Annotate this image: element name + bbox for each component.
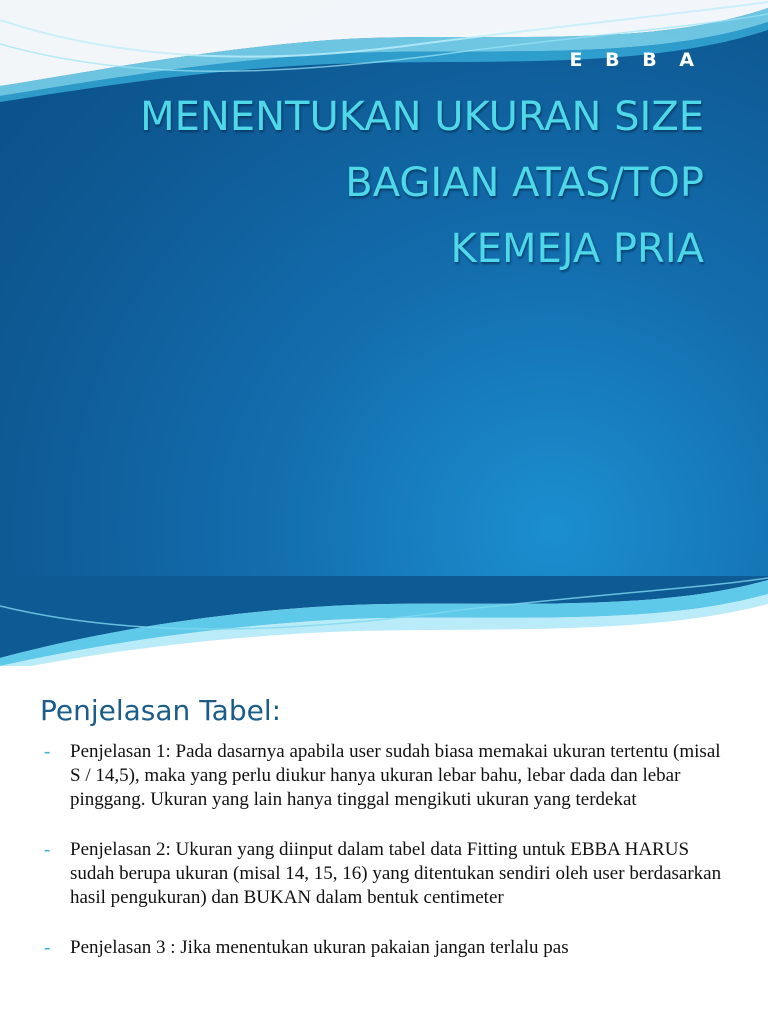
bullet-text: Penjelasan 2: Ukuran yang diinput dalam tabel data Fitting untuk EBBA HARUS sudah berupa ukuran (misal 14, 15, 16) yang ditentukan sendiri oleh user berdasarkan hasil pengukuran) dan BUKAN dalam bentuk centimeter xyxy=(70,839,722,908)
slide-title xyxy=(24,84,704,282)
list-item xyxy=(44,838,734,910)
wave-decoration xyxy=(0,576,768,666)
subtitle: E B B A xyxy=(569,49,702,71)
bullet-marker: - xyxy=(44,741,51,762)
content-slide xyxy=(0,576,768,1024)
slide-heading: Penjelasan Tabel: xyxy=(40,694,282,727)
bullet-marker: - xyxy=(44,937,51,958)
list-item xyxy=(44,740,734,812)
bullet-text: Penjelasan 1: Pada dasarnya apabila user sudah biasa memakai ukuran tertentu (misal S / 14,5), maka yang perlu diukur hanya ukuran lebar bahu, lebar dada dan lebar pinggang. Ukuran yang lain hanya tinggal mengikuti ukuran yang terdekat xyxy=(70,741,721,810)
bullet-text: Penjelasan 3 : Jika menentukan ukuran pakaian jangan terlalu pas xyxy=(70,937,569,958)
title-line: BAGIAN ATAS/TOP xyxy=(345,160,704,206)
list-item xyxy=(44,936,734,960)
title-line: MENENTUKAN UKURAN SIZE xyxy=(140,94,704,140)
bullet-marker: - xyxy=(44,839,51,860)
title-line: KEMEJA PRIA xyxy=(450,226,704,272)
bullet-list xyxy=(44,740,734,986)
